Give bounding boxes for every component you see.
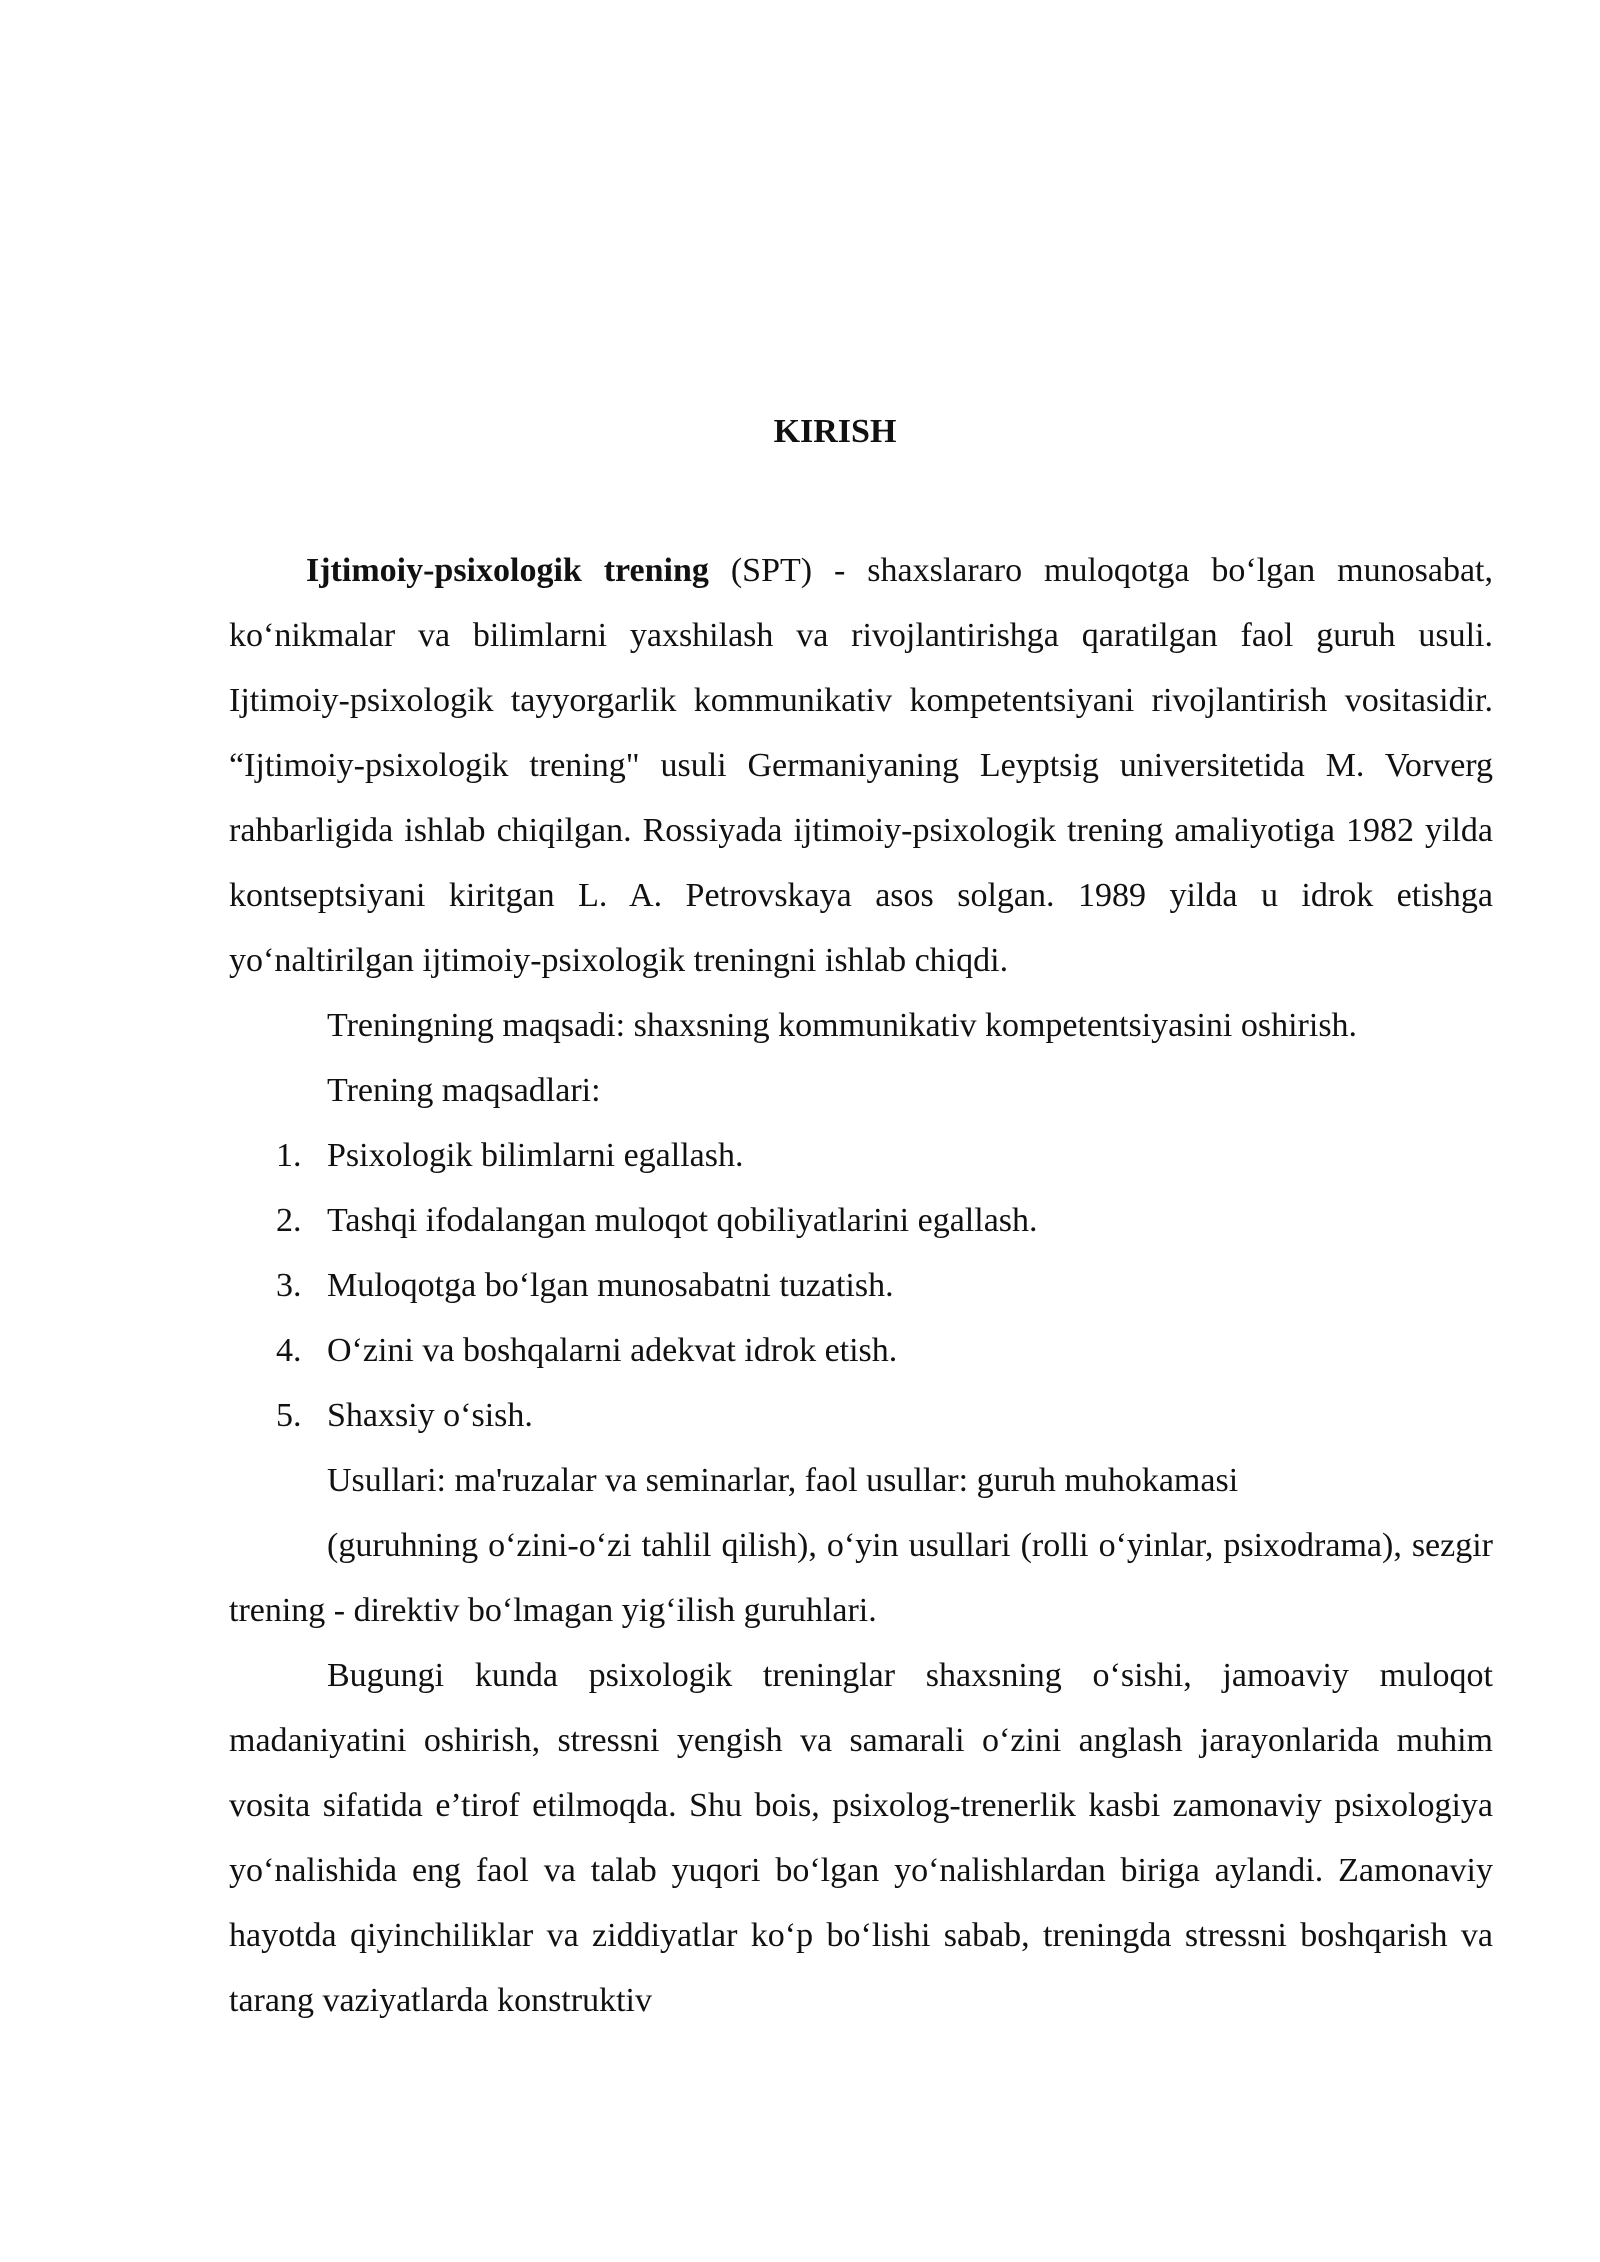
intro-text: (SPT) - shaxslararo muloqotga bo‘lgan munosabat, ko‘nikmalar va bilimlarni yaxshilash va rivojlantirishga qaratilgan faol guruh usuli. Ijtimoiy-psixologik tayyorgarlik kommunikativ kompetentsiyani rivojlantirish vositasidir. “Ijtimoiy-psixologik trening" usuli Germaniyaning Leyptsig universitetida M. Vorverg rahbarligida ishlab chiqilgan. Rossiyada ijtimoiy-psixologik trening amaliyotiga 1982 yilda kontseptsiyani kiritgan L. A. Petrovskaya asos solgan. 1989 yilda u idrok etishga yo‘naltirilgan ijtimoiy-psixologik treningni ishlab chiqdi.	[229, 552, 1493, 979]
goal-line: Treningning maqsadi: shaxsning kommunikativ kompetentsiyasini oshirish.	[327, 1007, 1358, 1044]
list-item	[229, 1123, 1493, 1188]
objectives-list	[229, 1123, 1493, 1448]
list-item	[229, 1383, 1493, 1448]
page-title: KIRISH	[773, 413, 897, 450]
document-body	[229, 538, 1493, 2033]
intro-term: Ijtimoiy-psixologik trening	[306, 552, 709, 589]
list-number: 4.	[276, 1332, 302, 1369]
methods-line: Usullari: ma'ruzalar va seminarlar, faol usullar: guruh muhokamasi	[327, 1462, 1239, 1499]
list-item-text: O‘zini va boshqalarni adekvat idrok etish.	[327, 1332, 898, 1369]
methods-continuation: (guruhning o‘zini-o‘zi tahlil qilish), o‘yin usullari (rolli o‘yinlar, psixodrama), sezgir trening - direktiv bo‘lmagan yig‘ilish guruhlari.	[229, 1527, 1493, 1629]
objectives-title: Trening maqsadlari:	[327, 1072, 601, 1109]
list-number: 5.	[276, 1397, 302, 1434]
list-item	[229, 1253, 1493, 1318]
list-item	[229, 1188, 1493, 1253]
list-item-text: Tashqi ifodalangan muloqot qobiliyatlarini egallash.	[327, 1202, 1038, 1239]
list-item-text: Muloqotga bo‘lgan munosabatni tuzatish.	[327, 1267, 894, 1304]
list-number: 3.	[276, 1267, 302, 1304]
list-number: 2.	[276, 1202, 302, 1239]
intro-paragraph	[229, 538, 1493, 993]
list-item-text: Shaxsiy o‘sish.	[327, 1397, 533, 1434]
closing-paragraph: Bugungi kunda psixologik treninglar shaxsning o‘sishi, jamoaviy muloqot madaniyatini oshirish, stressni yengish va samarali o‘zini anglash jarayonlarida muhim vosita sifatida e’tirof etilmoqda. Shu bois, psixolog-trenerlik kasbi zamonaviy psixologiya yo‘nalishida eng faol va talab yuqori bo‘lgan yo‘nalishlardan biriga aylandi. Zamonaviy hayotda qiyinchiliklar va ziddiyatlar ko‘p bo‘lishi sabab, treningda stressni boshqarish va tarang vaziyatlarda konstruktiv	[229, 1657, 1493, 2019]
list-item	[229, 1318, 1493, 1383]
list-number: 1.	[276, 1137, 302, 1174]
list-item-text: Psixologik bilimlarni egallash.	[327, 1137, 744, 1174]
